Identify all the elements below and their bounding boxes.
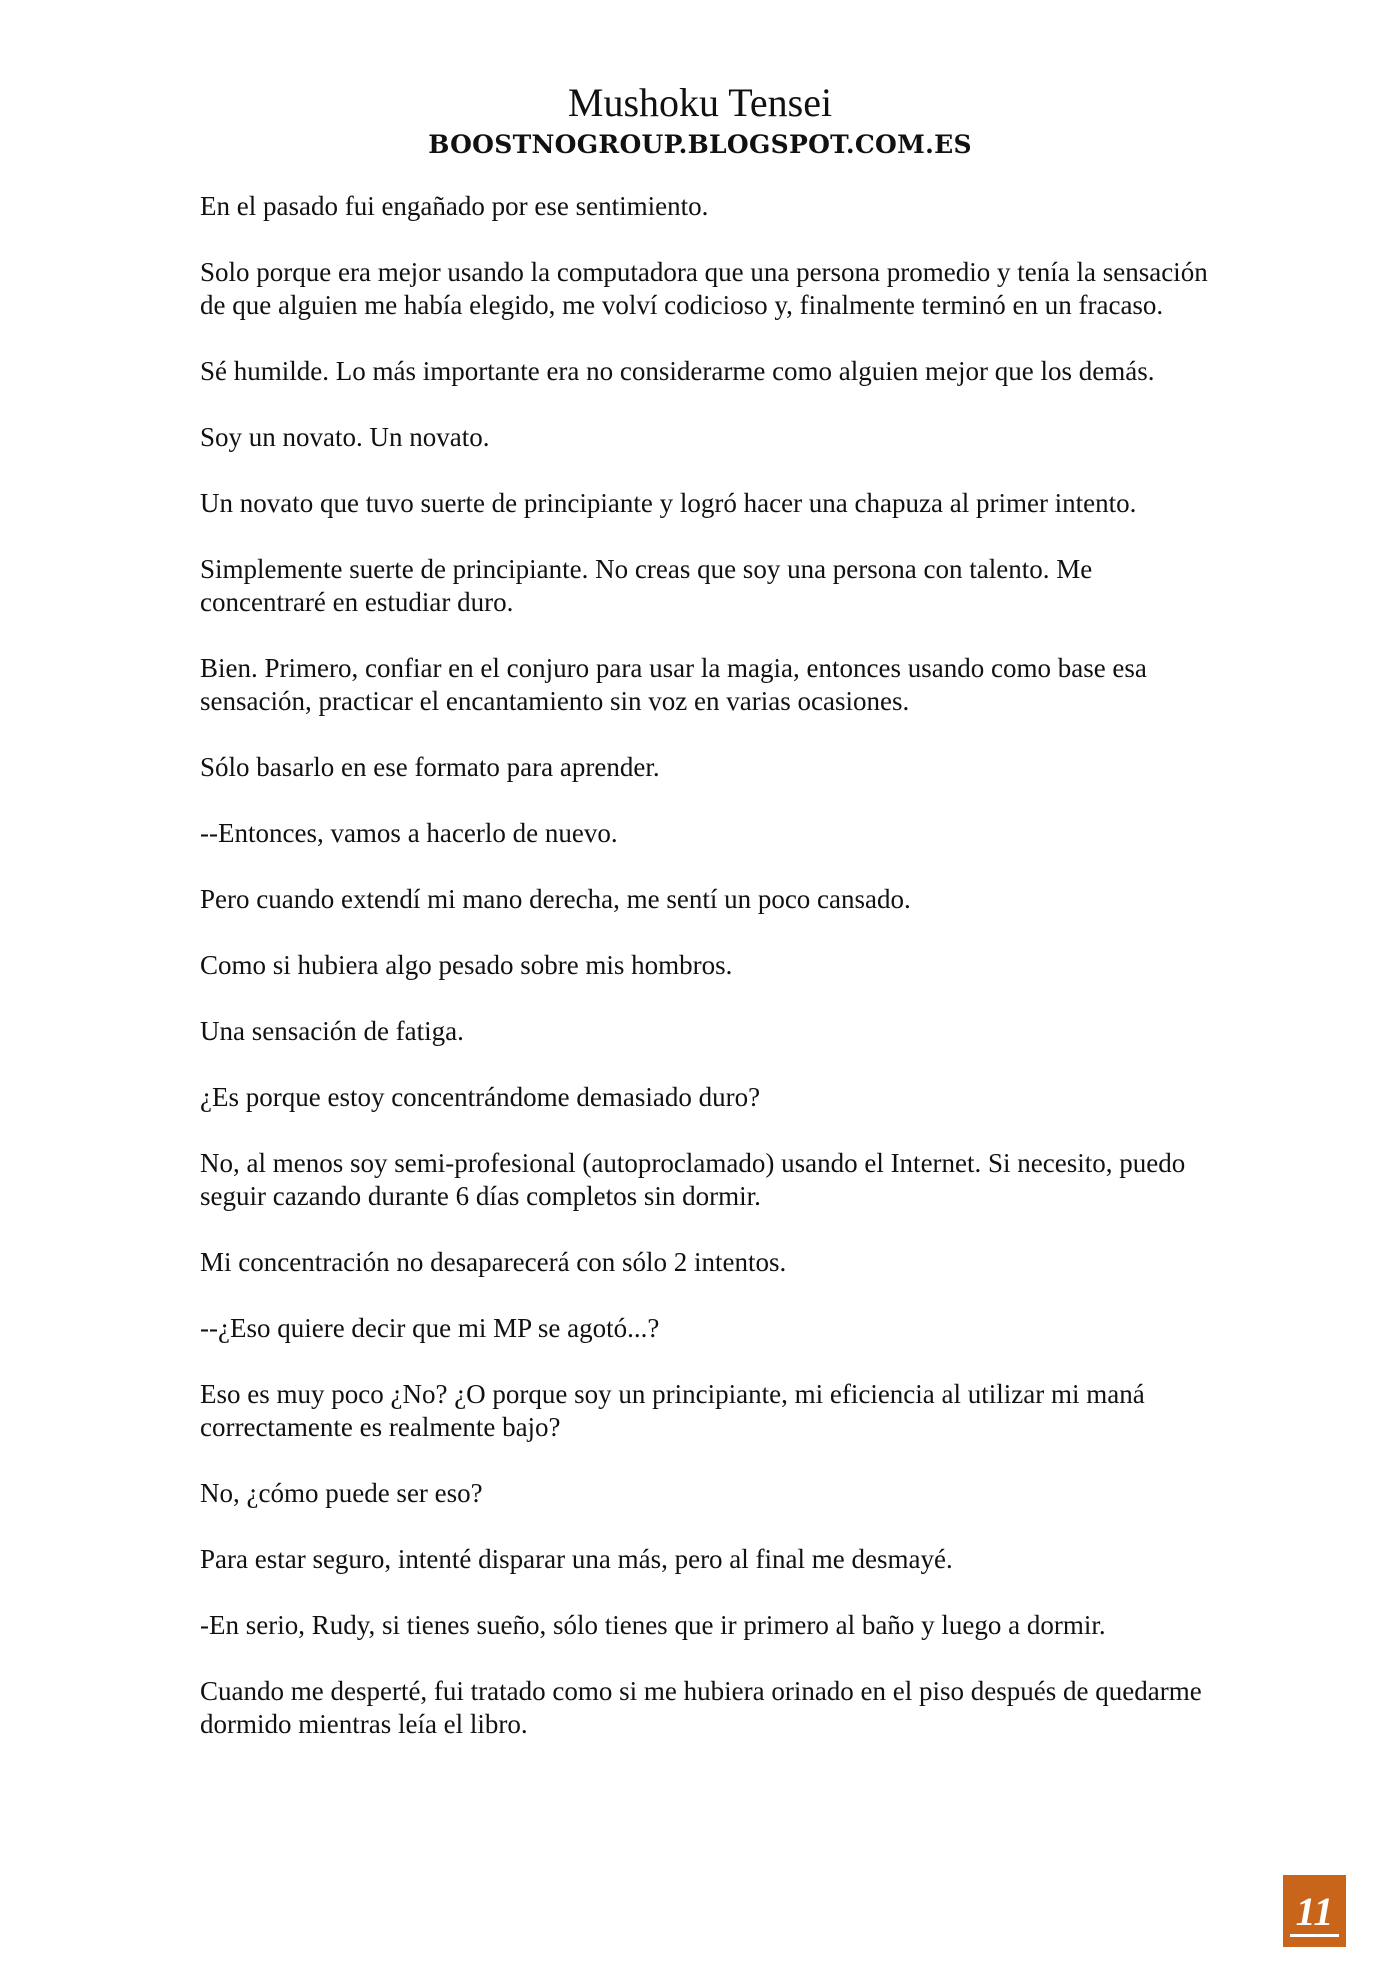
paragraph: Una sensación de fatiga. xyxy=(200,1016,464,1046)
page-header xyxy=(0,80,1400,162)
body-text xyxy=(200,190,1210,1774)
paragraph: Cuando me desperté, fui tratado como si me hubiera orinado en el piso después de quedarme dormido mientras leía el libro. xyxy=(200,1676,1202,1739)
paragraph: Eso es muy poco ¿No? ¿O porque soy un principiante, mi eficiencia al utilizar mi maná correctamente es realmente bajo? xyxy=(200,1379,1145,1442)
paragraph: Bien. Primero, confiar en el conjuro para usar la magia, entonces usando como base esa sensación, practicar el encantamiento sin voz en varias ocasiones. xyxy=(200,653,1147,716)
page-number: 11 xyxy=(1290,1892,1340,1937)
paragraph: Para estar seguro, intenté disparar una más, pero al final me desmayé. xyxy=(200,1544,953,1574)
page-number-badge xyxy=(1283,1875,1346,1947)
page-subtitle: BOOSTNOGROUP.BLOGSPOT.COM.ES xyxy=(428,130,972,159)
paragraph: Sólo basarlo en ese formato para aprender. xyxy=(200,752,660,782)
paragraph: Sé humilde. Lo más importante era no considerarme como alguien mejor que los demás. xyxy=(200,356,1155,386)
paragraph: Como si hubiera algo pesado sobre mis hombros. xyxy=(200,950,733,980)
paragraph: Mi concentración no desaparecerá con sólo 2 intentos. xyxy=(200,1247,787,1277)
paragraph: No, ¿cómo puede ser eso? xyxy=(200,1478,483,1508)
paragraph: Simplemente suerte de principiante. No creas que soy una persona con talento. Me concentraré en estudiar duro. xyxy=(200,554,1093,617)
page-title: Mushoku Tensei xyxy=(567,80,833,125)
paragraph: En el pasado fui engañado por ese sentimiento. xyxy=(200,191,709,221)
paragraph: --Entonces, vamos a hacerlo de nuevo. xyxy=(200,818,618,848)
paragraph: Un novato que tuvo suerte de principiante y logró hacer una chapuza al primer intento. xyxy=(200,488,1137,518)
paragraph: -En serio, Rudy, si tienes sueño, sólo tienes que ir primero al baño y luego a dormir. xyxy=(200,1610,1106,1640)
paragraph: No, al menos soy semi-profesional (autoproclamado) usando el Internet. Si necesito, puedo seguir cazando durante 6 días completos sin dormir. xyxy=(200,1148,1186,1211)
paragraph: --¿Eso quiere decir que mi MP se agotó...? xyxy=(200,1313,660,1343)
paragraph: Pero cuando extendí mi mano derecha, me sentí un poco cansado. xyxy=(200,884,911,914)
paragraph: ¿Es porque estoy concentrándome demasiado duro? xyxy=(200,1082,761,1112)
paragraph: Solo porque era mejor usando la computadora que una persona promedio y tenía la sensación de que alguien me había elegido, me volví codicioso y, finalmente terminó en un fracaso. xyxy=(200,257,1208,320)
paragraph: Soy un novato. Un novato. xyxy=(200,422,490,452)
